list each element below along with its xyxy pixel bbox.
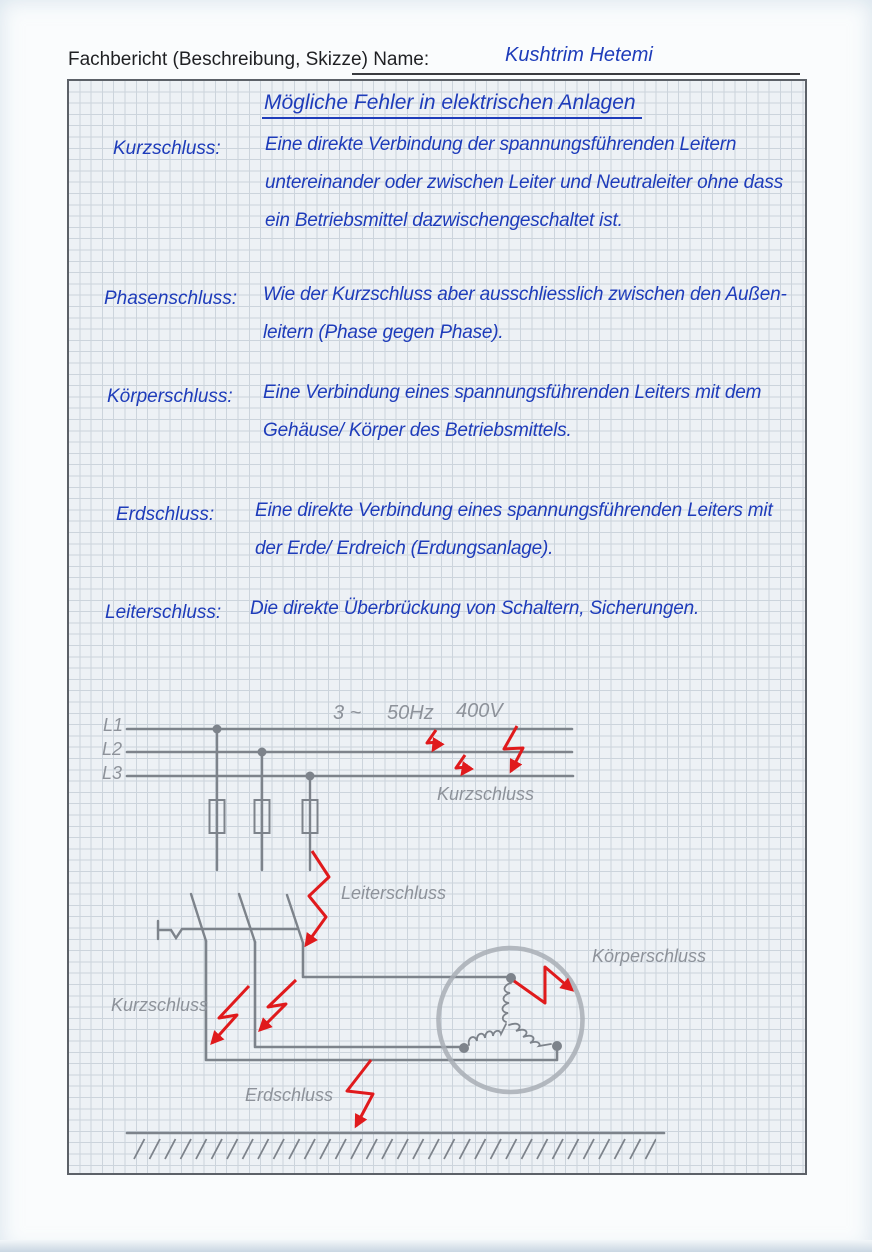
term-koerperschluss: Körperschluss:	[107, 386, 233, 407]
scan-edge-band	[0, 1240, 872, 1252]
graph-paper-grid	[67, 79, 807, 1175]
def-phasenschluss-line1: Wie der Kurzschluss aber ausschliesslich zwischen den Außen-	[263, 284, 787, 305]
label-kurzschluss-left: Kurzschluss	[111, 995, 209, 1015]
form-header-label: Fachbericht (Beschreibung, Skizze) Name:	[68, 49, 430, 70]
label-frequency: 50Hz	[387, 702, 434, 724]
def-erdschluss-line2: der Erde/ Erdreich (Erdungsanlage).	[255, 538, 554, 559]
label-system: 3 ~	[333, 702, 362, 724]
def-erdschluss-line1: Eine direkte Verbindung eines spannungsführenden Leiters mit	[255, 500, 773, 521]
label-voltage: 400V	[456, 700, 503, 722]
term-phasenschluss: Phasenschluss:	[104, 288, 238, 309]
label-phase-l3: L3	[102, 763, 123, 783]
term-leiterschluss: Leiterschluss:	[105, 602, 222, 623]
def-kurzschluss-line3: ein Betriebsmittel dazwischengeschaltet ist.	[265, 210, 623, 231]
label-kurzschluss-top: Kurzschluss	[437, 784, 535, 804]
def-leiterschluss-line1: Die direkte Überbrückung von Schaltern, Sicherungen.	[250, 598, 700, 619]
handwritten-name: Kushtrim Hetemi	[505, 44, 653, 66]
def-koerperschluss-line2: Gehäuse/ Körper des Betriebsmittels.	[263, 420, 572, 441]
def-kurzschluss-line2: untereinander oder zwischen Leiter und Neutraleiter ohne dass	[265, 172, 784, 193]
name-underline	[352, 73, 800, 75]
term-erdschluss: Erdschluss:	[116, 504, 215, 525]
def-phasenschluss-line2: leitern (Phase gegen Phase).	[263, 322, 504, 343]
label-leiterschluss: Leiterschluss	[341, 883, 447, 903]
label-erdschluss: Erdschluss	[245, 1085, 334, 1105]
page-title: Mögliche Fehler in elektrischen Anlagen	[262, 91, 642, 119]
def-kurzschluss-line1: Eine direkte Verbindung der spannungsführenden Leitern	[265, 134, 737, 155]
label-phase-l1: L1	[103, 715, 124, 735]
def-koerperschluss-line1: Eine Verbindung eines spannungsführenden Leiters mit dem	[263, 382, 762, 403]
term-kurzschluss: Kurzschluss:	[113, 138, 221, 159]
label-koerperschluss: Körperschluss	[592, 946, 707, 966]
label-phase-l2: L2	[102, 739, 123, 759]
